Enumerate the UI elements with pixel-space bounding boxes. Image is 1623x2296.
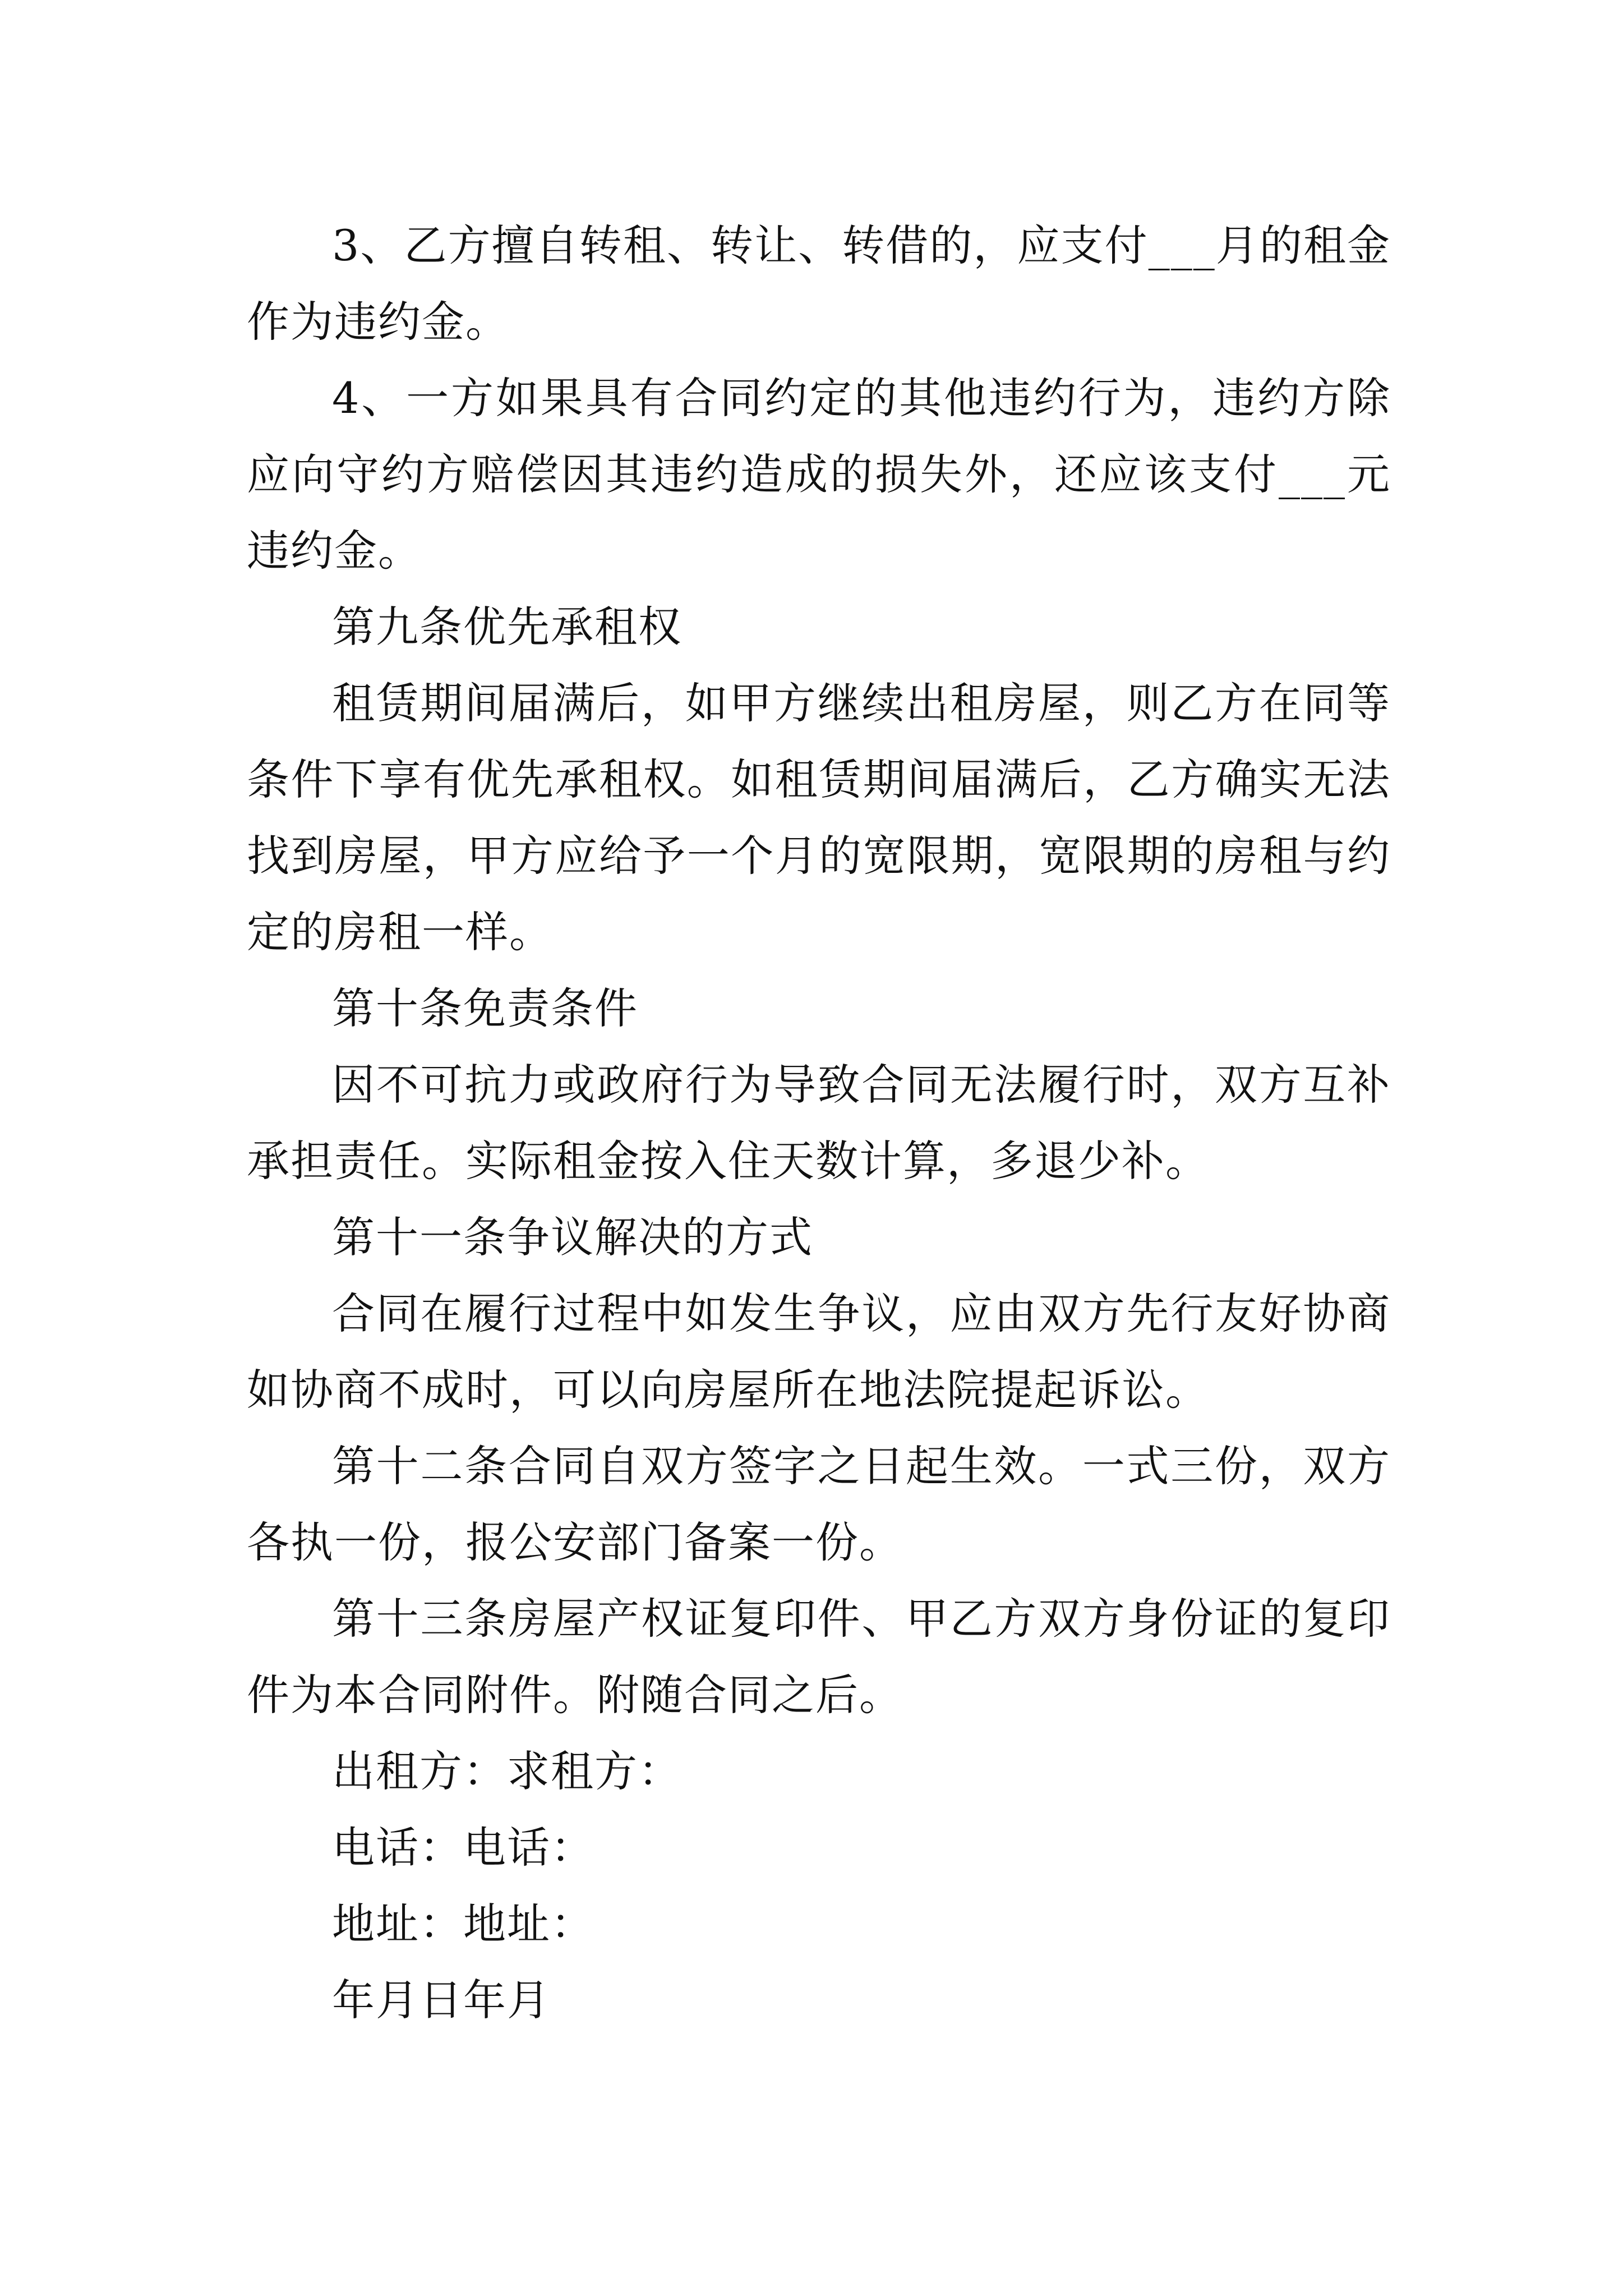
article-10-heading: 第十条免责条件 <box>332 983 638 1033</box>
signature-date-line: 年月日年月 <box>332 1975 551 2025</box>
clause-3-paragraph: 3、乙方擅自转租、转让、转借的，应支付___月的租金作为违约金。 <box>247 220 1391 347</box>
article-11-heading: 第十一条争议解决的方式 <box>332 1212 813 1262</box>
signature-parties-line: 出租方：求租方： <box>332 1746 682 1796</box>
article-11-body: 合同在履行过程中如发生争议，应由双方先行友好协商如协商不成时，可以向房屋所在地法院提起诉讼。 <box>247 1289 1391 1415</box>
article-12-paragraph: 第十二条合同自双方签字之日起生效。一式三份，双方各执一份，报公安部门备案一份。 <box>247 1441 1391 1567</box>
signature-address-line: 地址：地址： <box>332 1899 594 1949</box>
article-9-heading: 第九条优先承租权 <box>332 602 682 652</box>
signature-phone-line: 电话：电话： <box>332 1823 594 1872</box>
article-10-body: 因不可抗力或政府行为导致合同无法履行时，双方互补承担责任。实际租金按入住天数计算，多退少补。 <box>247 1060 1391 1186</box>
clause-4-paragraph: 4、一方如果具有合同约定的其他违约行为，违约方除应向守约方赔偿因其违约造成的损失外，还应该支付___元违约金。 <box>247 373 1391 576</box>
document-page <box>247 208 1391 2039</box>
article-13-paragraph: 第十三条房屋产权证复印件、甲乙方双方身份证的复印件为本合同附件。附随合同之后。 <box>247 1594 1391 1720</box>
article-9-body: 租赁期间届满后，如甲方继续出租房屋，则乙方在同等条件下享有优先承租权。如租赁期间届满后，乙方确实无法找到房屋，甲方应给予一个月的宽限期，宽限期的房租与约定的房租一样。 <box>247 678 1391 957</box>
